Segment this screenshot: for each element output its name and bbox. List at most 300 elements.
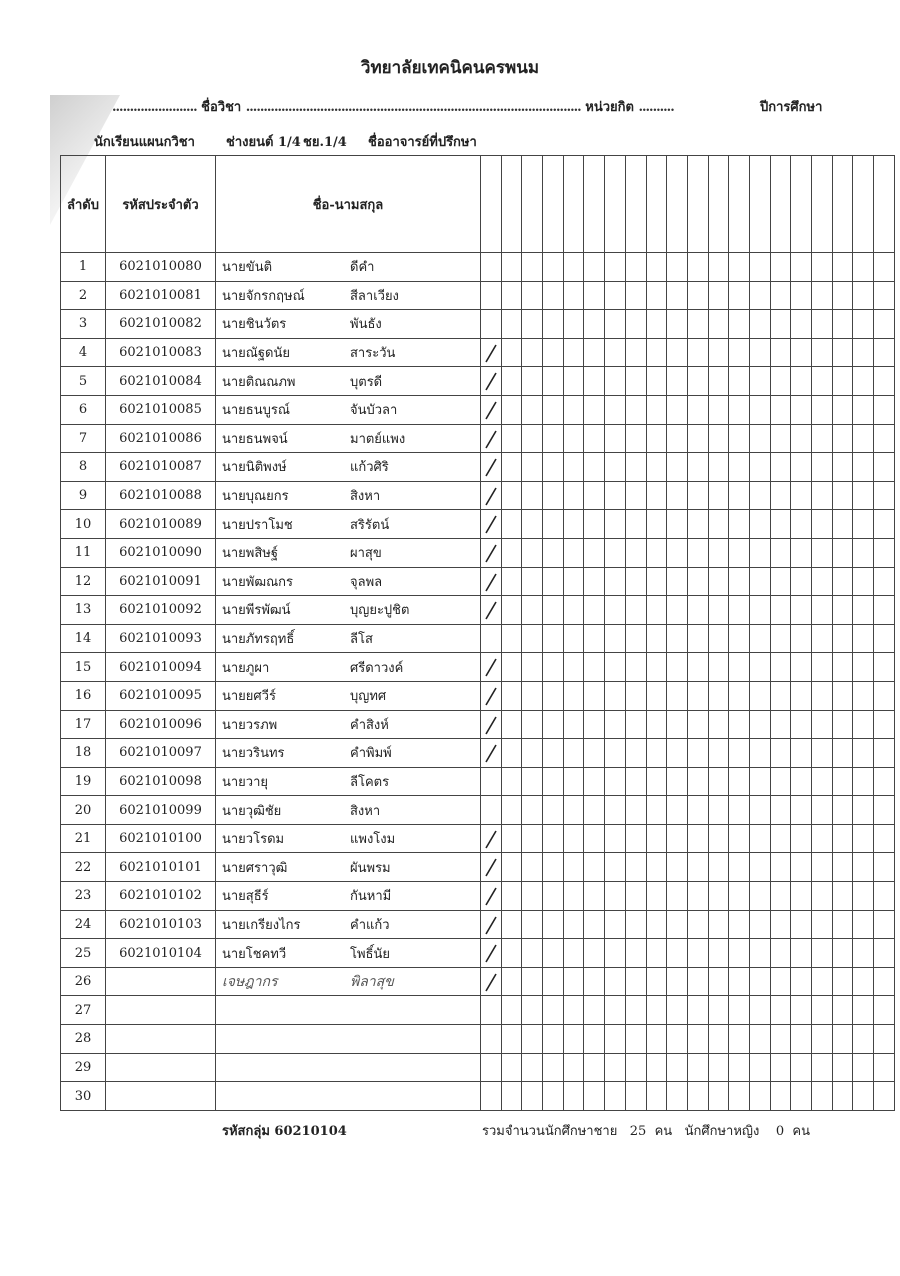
attendance-cell[interactable] <box>708 624 729 653</box>
attendance-cell[interactable] <box>522 681 543 710</box>
attendance-cell[interactable] <box>708 1082 729 1111</box>
attendance-cell[interactable] <box>687 367 708 396</box>
attendance-cell[interactable] <box>729 767 750 796</box>
attendance-cell[interactable] <box>708 824 729 853</box>
attendance-cell[interactable] <box>812 395 833 424</box>
attendance-cell[interactable] <box>874 481 895 510</box>
attendance-cell[interactable] <box>646 510 667 539</box>
attendance-cell[interactable] <box>605 596 626 625</box>
attendance-cell[interactable] <box>770 996 791 1025</box>
attendance-cell[interactable] <box>625 910 646 939</box>
attendance-cell[interactable] <box>770 510 791 539</box>
attendance-cell[interactable] <box>874 453 895 482</box>
attendance-cell[interactable] <box>563 596 584 625</box>
attendance-cell[interactable] <box>749 996 770 1025</box>
attendance-cell[interactable] <box>481 510 502 539</box>
attendance-cell[interactable] <box>729 567 750 596</box>
attendance-cell[interactable] <box>667 1053 688 1082</box>
attendance-cell[interactable] <box>812 1082 833 1111</box>
attendance-cell[interactable] <box>501 338 522 367</box>
attendance-cell[interactable] <box>605 481 626 510</box>
attendance-cell[interactable] <box>543 967 564 996</box>
attendance-cell[interactable] <box>667 567 688 596</box>
attendance-cell[interactable] <box>563 424 584 453</box>
attendance-cell[interactable] <box>874 739 895 768</box>
attendance-cell[interactable] <box>832 1082 853 1111</box>
attendance-cell[interactable] <box>501 910 522 939</box>
attendance-cell[interactable] <box>832 1025 853 1054</box>
attendance-cell[interactable] <box>481 739 502 768</box>
attendance-cell[interactable] <box>729 310 750 339</box>
attendance-cell[interactable] <box>543 453 564 482</box>
attendance-cell[interactable] <box>667 453 688 482</box>
attendance-cell[interactable] <box>874 939 895 968</box>
attendance-cell[interactable] <box>605 967 626 996</box>
attendance-cell[interactable] <box>853 967 874 996</box>
attendance-cell[interactable] <box>812 767 833 796</box>
attendance-cell[interactable] <box>729 996 750 1025</box>
attendance-cell[interactable] <box>501 281 522 310</box>
attendance-cell[interactable] <box>605 538 626 567</box>
attendance-cell[interactable] <box>853 653 874 682</box>
attendance-cell[interactable] <box>481 1025 502 1054</box>
attendance-cell[interactable] <box>543 310 564 339</box>
attendance-cell[interactable] <box>522 253 543 282</box>
attendance-cell[interactable] <box>708 710 729 739</box>
attendance-cell[interactable] <box>522 796 543 825</box>
attendance-cell[interactable] <box>708 882 729 911</box>
attendance-cell[interactable] <box>646 424 667 453</box>
attendance-cell[interactable] <box>501 796 522 825</box>
attendance-cell[interactable] <box>729 367 750 396</box>
attendance-cell[interactable] <box>543 910 564 939</box>
attendance-cell[interactable] <box>749 910 770 939</box>
attendance-cell[interactable] <box>563 853 584 882</box>
attendance-cell[interactable] <box>584 853 605 882</box>
attendance-cell[interactable] <box>522 739 543 768</box>
attendance-cell[interactable] <box>501 767 522 796</box>
attendance-cell[interactable] <box>563 910 584 939</box>
attendance-cell[interactable] <box>667 596 688 625</box>
attendance-cell[interactable] <box>522 510 543 539</box>
attendance-cell[interactable] <box>563 681 584 710</box>
attendance-cell[interactable] <box>584 453 605 482</box>
attendance-cell[interactable] <box>522 310 543 339</box>
attendance-cell[interactable] <box>874 796 895 825</box>
attendance-cell[interactable] <box>791 739 812 768</box>
attendance-cell[interactable] <box>853 310 874 339</box>
attendance-cell[interactable] <box>853 1053 874 1082</box>
attendance-cell[interactable] <box>667 395 688 424</box>
attendance-cell[interactable] <box>563 395 584 424</box>
attendance-cell[interactable] <box>625 824 646 853</box>
attendance-cell[interactable] <box>708 481 729 510</box>
attendance-cell[interactable] <box>832 967 853 996</box>
attendance-cell[interactable] <box>687 767 708 796</box>
attendance-cell[interactable] <box>853 538 874 567</box>
attendance-cell[interactable] <box>625 996 646 1025</box>
attendance-cell[interactable] <box>729 910 750 939</box>
attendance-cell[interactable] <box>667 538 688 567</box>
attendance-cell[interactable] <box>563 996 584 1025</box>
attendance-cell[interactable] <box>791 767 812 796</box>
attendance-cell[interactable] <box>646 882 667 911</box>
attendance-cell[interactable] <box>667 739 688 768</box>
attendance-cell[interactable] <box>729 624 750 653</box>
attendance-cell[interactable] <box>832 910 853 939</box>
attendance-cell[interactable] <box>812 996 833 1025</box>
attendance-cell[interactable] <box>791 710 812 739</box>
attendance-cell[interactable] <box>812 338 833 367</box>
attendance-cell[interactable] <box>646 939 667 968</box>
attendance-cell[interactable] <box>625 453 646 482</box>
attendance-cell[interactable] <box>646 653 667 682</box>
attendance-cell[interactable] <box>481 624 502 653</box>
attendance-cell[interactable] <box>770 453 791 482</box>
attendance-cell[interactable] <box>543 882 564 911</box>
attendance-cell[interactable] <box>812 253 833 282</box>
attendance-cell[interactable] <box>708 567 729 596</box>
attendance-cell[interactable] <box>791 967 812 996</box>
attendance-cell[interactable] <box>708 1025 729 1054</box>
attendance-cell[interactable] <box>646 596 667 625</box>
attendance-cell[interactable] <box>749 395 770 424</box>
attendance-cell[interactable] <box>770 710 791 739</box>
attendance-cell[interactable] <box>605 1053 626 1082</box>
attendance-cell[interactable] <box>563 1053 584 1082</box>
attendance-cell[interactable] <box>646 967 667 996</box>
attendance-cell[interactable] <box>667 853 688 882</box>
attendance-cell[interactable] <box>605 281 626 310</box>
attendance-cell[interactable] <box>708 910 729 939</box>
attendance-cell[interactable] <box>749 739 770 768</box>
attendance-cell[interactable] <box>667 967 688 996</box>
attendance-cell[interactable] <box>584 538 605 567</box>
attendance-cell[interactable] <box>667 281 688 310</box>
attendance-cell[interactable] <box>481 453 502 482</box>
attendance-cell[interactable] <box>853 338 874 367</box>
attendance-cell[interactable] <box>625 367 646 396</box>
attendance-cell[interactable] <box>646 624 667 653</box>
attendance-cell[interactable] <box>812 853 833 882</box>
attendance-cell[interactable] <box>625 510 646 539</box>
attendance-cell[interactable] <box>625 567 646 596</box>
attendance-cell[interactable] <box>687 1025 708 1054</box>
attendance-cell[interactable] <box>687 281 708 310</box>
attendance-cell[interactable] <box>481 281 502 310</box>
attendance-cell[interactable] <box>687 653 708 682</box>
attendance-cell[interactable] <box>874 653 895 682</box>
attendance-cell[interactable] <box>625 739 646 768</box>
attendance-cell[interactable] <box>563 739 584 768</box>
attendance-cell[interactable] <box>874 395 895 424</box>
attendance-cell[interactable] <box>791 681 812 710</box>
attendance-cell[interactable] <box>481 567 502 596</box>
attendance-cell[interactable] <box>584 910 605 939</box>
attendance-cell[interactable] <box>563 253 584 282</box>
attendance-cell[interactable] <box>853 596 874 625</box>
attendance-cell[interactable] <box>708 967 729 996</box>
attendance-cell[interactable] <box>605 653 626 682</box>
attendance-cell[interactable] <box>667 338 688 367</box>
attendance-cell[interactable] <box>832 253 853 282</box>
attendance-cell[interactable] <box>543 567 564 596</box>
attendance-cell[interactable] <box>563 510 584 539</box>
attendance-cell[interactable] <box>481 538 502 567</box>
attendance-cell[interactable] <box>791 538 812 567</box>
attendance-cell[interactable] <box>749 338 770 367</box>
attendance-cell[interactable] <box>605 882 626 911</box>
attendance-cell[interactable] <box>625 481 646 510</box>
attendance-cell[interactable] <box>791 624 812 653</box>
attendance-cell[interactable] <box>584 967 605 996</box>
attendance-cell[interactable] <box>667 681 688 710</box>
attendance-cell[interactable] <box>584 596 605 625</box>
attendance-cell[interactable] <box>770 596 791 625</box>
attendance-cell[interactable] <box>812 681 833 710</box>
attendance-cell[interactable] <box>501 538 522 567</box>
attendance-cell[interactable] <box>874 824 895 853</box>
attendance-cell[interactable] <box>749 253 770 282</box>
attendance-cell[interactable] <box>667 939 688 968</box>
attendance-cell[interactable] <box>543 767 564 796</box>
attendance-cell[interactable] <box>481 853 502 882</box>
attendance-cell[interactable] <box>770 424 791 453</box>
attendance-cell[interactable] <box>543 538 564 567</box>
attendance-cell[interactable] <box>605 767 626 796</box>
attendance-cell[interactable] <box>791 796 812 825</box>
attendance-cell[interactable] <box>749 1053 770 1082</box>
attendance-cell[interactable] <box>832 767 853 796</box>
attendance-cell[interactable] <box>584 882 605 911</box>
attendance-cell[interactable] <box>563 967 584 996</box>
attendance-cell[interactable] <box>853 424 874 453</box>
attendance-cell[interactable] <box>522 367 543 396</box>
attendance-cell[interactable] <box>543 824 564 853</box>
attendance-cell[interactable] <box>729 967 750 996</box>
attendance-cell[interactable] <box>605 453 626 482</box>
attendance-cell[interactable] <box>874 710 895 739</box>
attendance-cell[interactable] <box>812 453 833 482</box>
attendance-cell[interactable] <box>522 338 543 367</box>
attendance-cell[interactable] <box>853 1082 874 1111</box>
attendance-cell[interactable] <box>563 567 584 596</box>
attendance-cell[interactable] <box>791 338 812 367</box>
attendance-cell[interactable] <box>584 338 605 367</box>
attendance-cell[interactable] <box>874 1025 895 1054</box>
attendance-cell[interactable] <box>791 253 812 282</box>
attendance-cell[interactable] <box>749 681 770 710</box>
attendance-cell[interactable] <box>687 996 708 1025</box>
attendance-cell[interactable] <box>522 767 543 796</box>
attendance-cell[interactable] <box>522 910 543 939</box>
attendance-cell[interactable] <box>708 939 729 968</box>
attendance-cell[interactable] <box>832 824 853 853</box>
attendance-cell[interactable] <box>646 824 667 853</box>
attendance-cell[interactable] <box>874 1082 895 1111</box>
attendance-cell[interactable] <box>853 624 874 653</box>
attendance-cell[interactable] <box>667 624 688 653</box>
attendance-cell[interactable] <box>832 596 853 625</box>
attendance-cell[interactable] <box>481 367 502 396</box>
attendance-cell[interactable] <box>646 538 667 567</box>
attendance-cell[interactable] <box>687 538 708 567</box>
attendance-cell[interactable] <box>687 967 708 996</box>
attendance-cell[interactable] <box>749 1025 770 1054</box>
attendance-cell[interactable] <box>543 253 564 282</box>
attendance-cell[interactable] <box>481 1082 502 1111</box>
attendance-cell[interactable] <box>687 310 708 339</box>
attendance-cell[interactable] <box>791 653 812 682</box>
attendance-cell[interactable] <box>605 796 626 825</box>
attendance-cell[interactable] <box>874 367 895 396</box>
attendance-cell[interactable] <box>481 939 502 968</box>
attendance-cell[interactable] <box>687 624 708 653</box>
attendance-cell[interactable] <box>584 481 605 510</box>
attendance-cell[interactable] <box>749 281 770 310</box>
attendance-cell[interactable] <box>770 253 791 282</box>
attendance-cell[interactable] <box>481 596 502 625</box>
attendance-cell[interactable] <box>543 653 564 682</box>
attendance-cell[interactable] <box>812 624 833 653</box>
attendance-cell[interactable] <box>770 310 791 339</box>
attendance-cell[interactable] <box>749 796 770 825</box>
attendance-cell[interactable] <box>584 310 605 339</box>
attendance-cell[interactable] <box>812 824 833 853</box>
attendance-cell[interactable] <box>832 653 853 682</box>
attendance-cell[interactable] <box>605 824 626 853</box>
attendance-cell[interactable] <box>812 796 833 825</box>
attendance-cell[interactable] <box>481 996 502 1025</box>
attendance-cell[interactable] <box>584 996 605 1025</box>
attendance-cell[interactable] <box>501 996 522 1025</box>
attendance-cell[interactable] <box>522 853 543 882</box>
attendance-cell[interactable] <box>729 796 750 825</box>
attendance-cell[interactable] <box>543 510 564 539</box>
attendance-cell[interactable] <box>832 939 853 968</box>
attendance-cell[interactable] <box>501 481 522 510</box>
attendance-cell[interactable] <box>481 796 502 825</box>
attendance-cell[interactable] <box>791 510 812 539</box>
attendance-cell[interactable] <box>501 453 522 482</box>
attendance-cell[interactable] <box>853 796 874 825</box>
attendance-cell[interactable] <box>749 596 770 625</box>
attendance-cell[interactable] <box>812 481 833 510</box>
attendance-cell[interactable] <box>708 739 729 768</box>
attendance-cell[interactable] <box>501 853 522 882</box>
attendance-cell[interactable] <box>563 796 584 825</box>
attendance-cell[interactable] <box>584 824 605 853</box>
attendance-cell[interactable] <box>791 910 812 939</box>
attendance-cell[interactable] <box>832 367 853 396</box>
attendance-cell[interactable] <box>501 939 522 968</box>
attendance-cell[interactable] <box>874 310 895 339</box>
attendance-cell[interactable] <box>646 739 667 768</box>
attendance-cell[interactable] <box>874 538 895 567</box>
attendance-cell[interactable] <box>646 767 667 796</box>
attendance-cell[interactable] <box>708 681 729 710</box>
attendance-cell[interactable] <box>832 481 853 510</box>
attendance-cell[interactable] <box>687 739 708 768</box>
attendance-cell[interactable] <box>853 395 874 424</box>
attendance-cell[interactable] <box>667 481 688 510</box>
attendance-cell[interactable] <box>625 281 646 310</box>
attendance-cell[interactable] <box>584 653 605 682</box>
attendance-cell[interactable] <box>708 253 729 282</box>
attendance-cell[interactable] <box>625 253 646 282</box>
attendance-cell[interactable] <box>874 910 895 939</box>
attendance-cell[interactable] <box>874 624 895 653</box>
attendance-cell[interactable] <box>687 395 708 424</box>
attendance-cell[interactable] <box>770 939 791 968</box>
attendance-cell[interactable] <box>812 653 833 682</box>
attendance-cell[interactable] <box>543 596 564 625</box>
attendance-cell[interactable] <box>646 453 667 482</box>
attendance-cell[interactable] <box>543 367 564 396</box>
attendance-cell[interactable] <box>749 481 770 510</box>
attendance-cell[interactable] <box>853 481 874 510</box>
attendance-cell[interactable] <box>501 1082 522 1111</box>
attendance-cell[interactable] <box>708 853 729 882</box>
attendance-cell[interactable] <box>501 1053 522 1082</box>
attendance-cell[interactable] <box>667 710 688 739</box>
attendance-cell[interactable] <box>853 567 874 596</box>
attendance-cell[interactable] <box>625 653 646 682</box>
attendance-cell[interactable] <box>522 281 543 310</box>
attendance-cell[interactable] <box>501 510 522 539</box>
attendance-cell[interactable] <box>481 767 502 796</box>
attendance-cell[interactable] <box>605 710 626 739</box>
attendance-cell[interactable] <box>522 824 543 853</box>
attendance-cell[interactable] <box>832 424 853 453</box>
attendance-cell[interactable] <box>708 1053 729 1082</box>
attendance-cell[interactable] <box>605 253 626 282</box>
attendance-cell[interactable] <box>791 453 812 482</box>
attendance-cell[interactable] <box>874 853 895 882</box>
attendance-cell[interactable] <box>770 624 791 653</box>
attendance-cell[interactable] <box>832 281 853 310</box>
attendance-cell[interactable] <box>646 910 667 939</box>
attendance-cell[interactable] <box>687 453 708 482</box>
attendance-cell[interactable] <box>749 939 770 968</box>
attendance-cell[interactable] <box>687 824 708 853</box>
attendance-cell[interactable] <box>605 424 626 453</box>
attendance-cell[interactable] <box>770 395 791 424</box>
attendance-cell[interactable] <box>729 481 750 510</box>
attendance-cell[interactable] <box>687 796 708 825</box>
attendance-cell[interactable] <box>501 824 522 853</box>
attendance-cell[interactable] <box>687 710 708 739</box>
attendance-cell[interactable] <box>708 310 729 339</box>
attendance-cell[interactable] <box>791 824 812 853</box>
attendance-cell[interactable] <box>481 653 502 682</box>
attendance-cell[interactable] <box>605 367 626 396</box>
attendance-cell[interactable] <box>791 567 812 596</box>
attendance-cell[interactable] <box>812 538 833 567</box>
attendance-cell[interactable] <box>687 1053 708 1082</box>
attendance-cell[interactable] <box>749 967 770 996</box>
attendance-cell[interactable] <box>874 567 895 596</box>
attendance-cell[interactable] <box>605 939 626 968</box>
attendance-cell[interactable] <box>708 281 729 310</box>
attendance-cell[interactable] <box>667 910 688 939</box>
attendance-cell[interactable] <box>729 253 750 282</box>
attendance-cell[interactable] <box>481 481 502 510</box>
attendance-cell[interactable] <box>874 281 895 310</box>
attendance-cell[interactable] <box>563 1082 584 1111</box>
attendance-cell[interactable] <box>749 653 770 682</box>
attendance-cell[interactable] <box>812 967 833 996</box>
